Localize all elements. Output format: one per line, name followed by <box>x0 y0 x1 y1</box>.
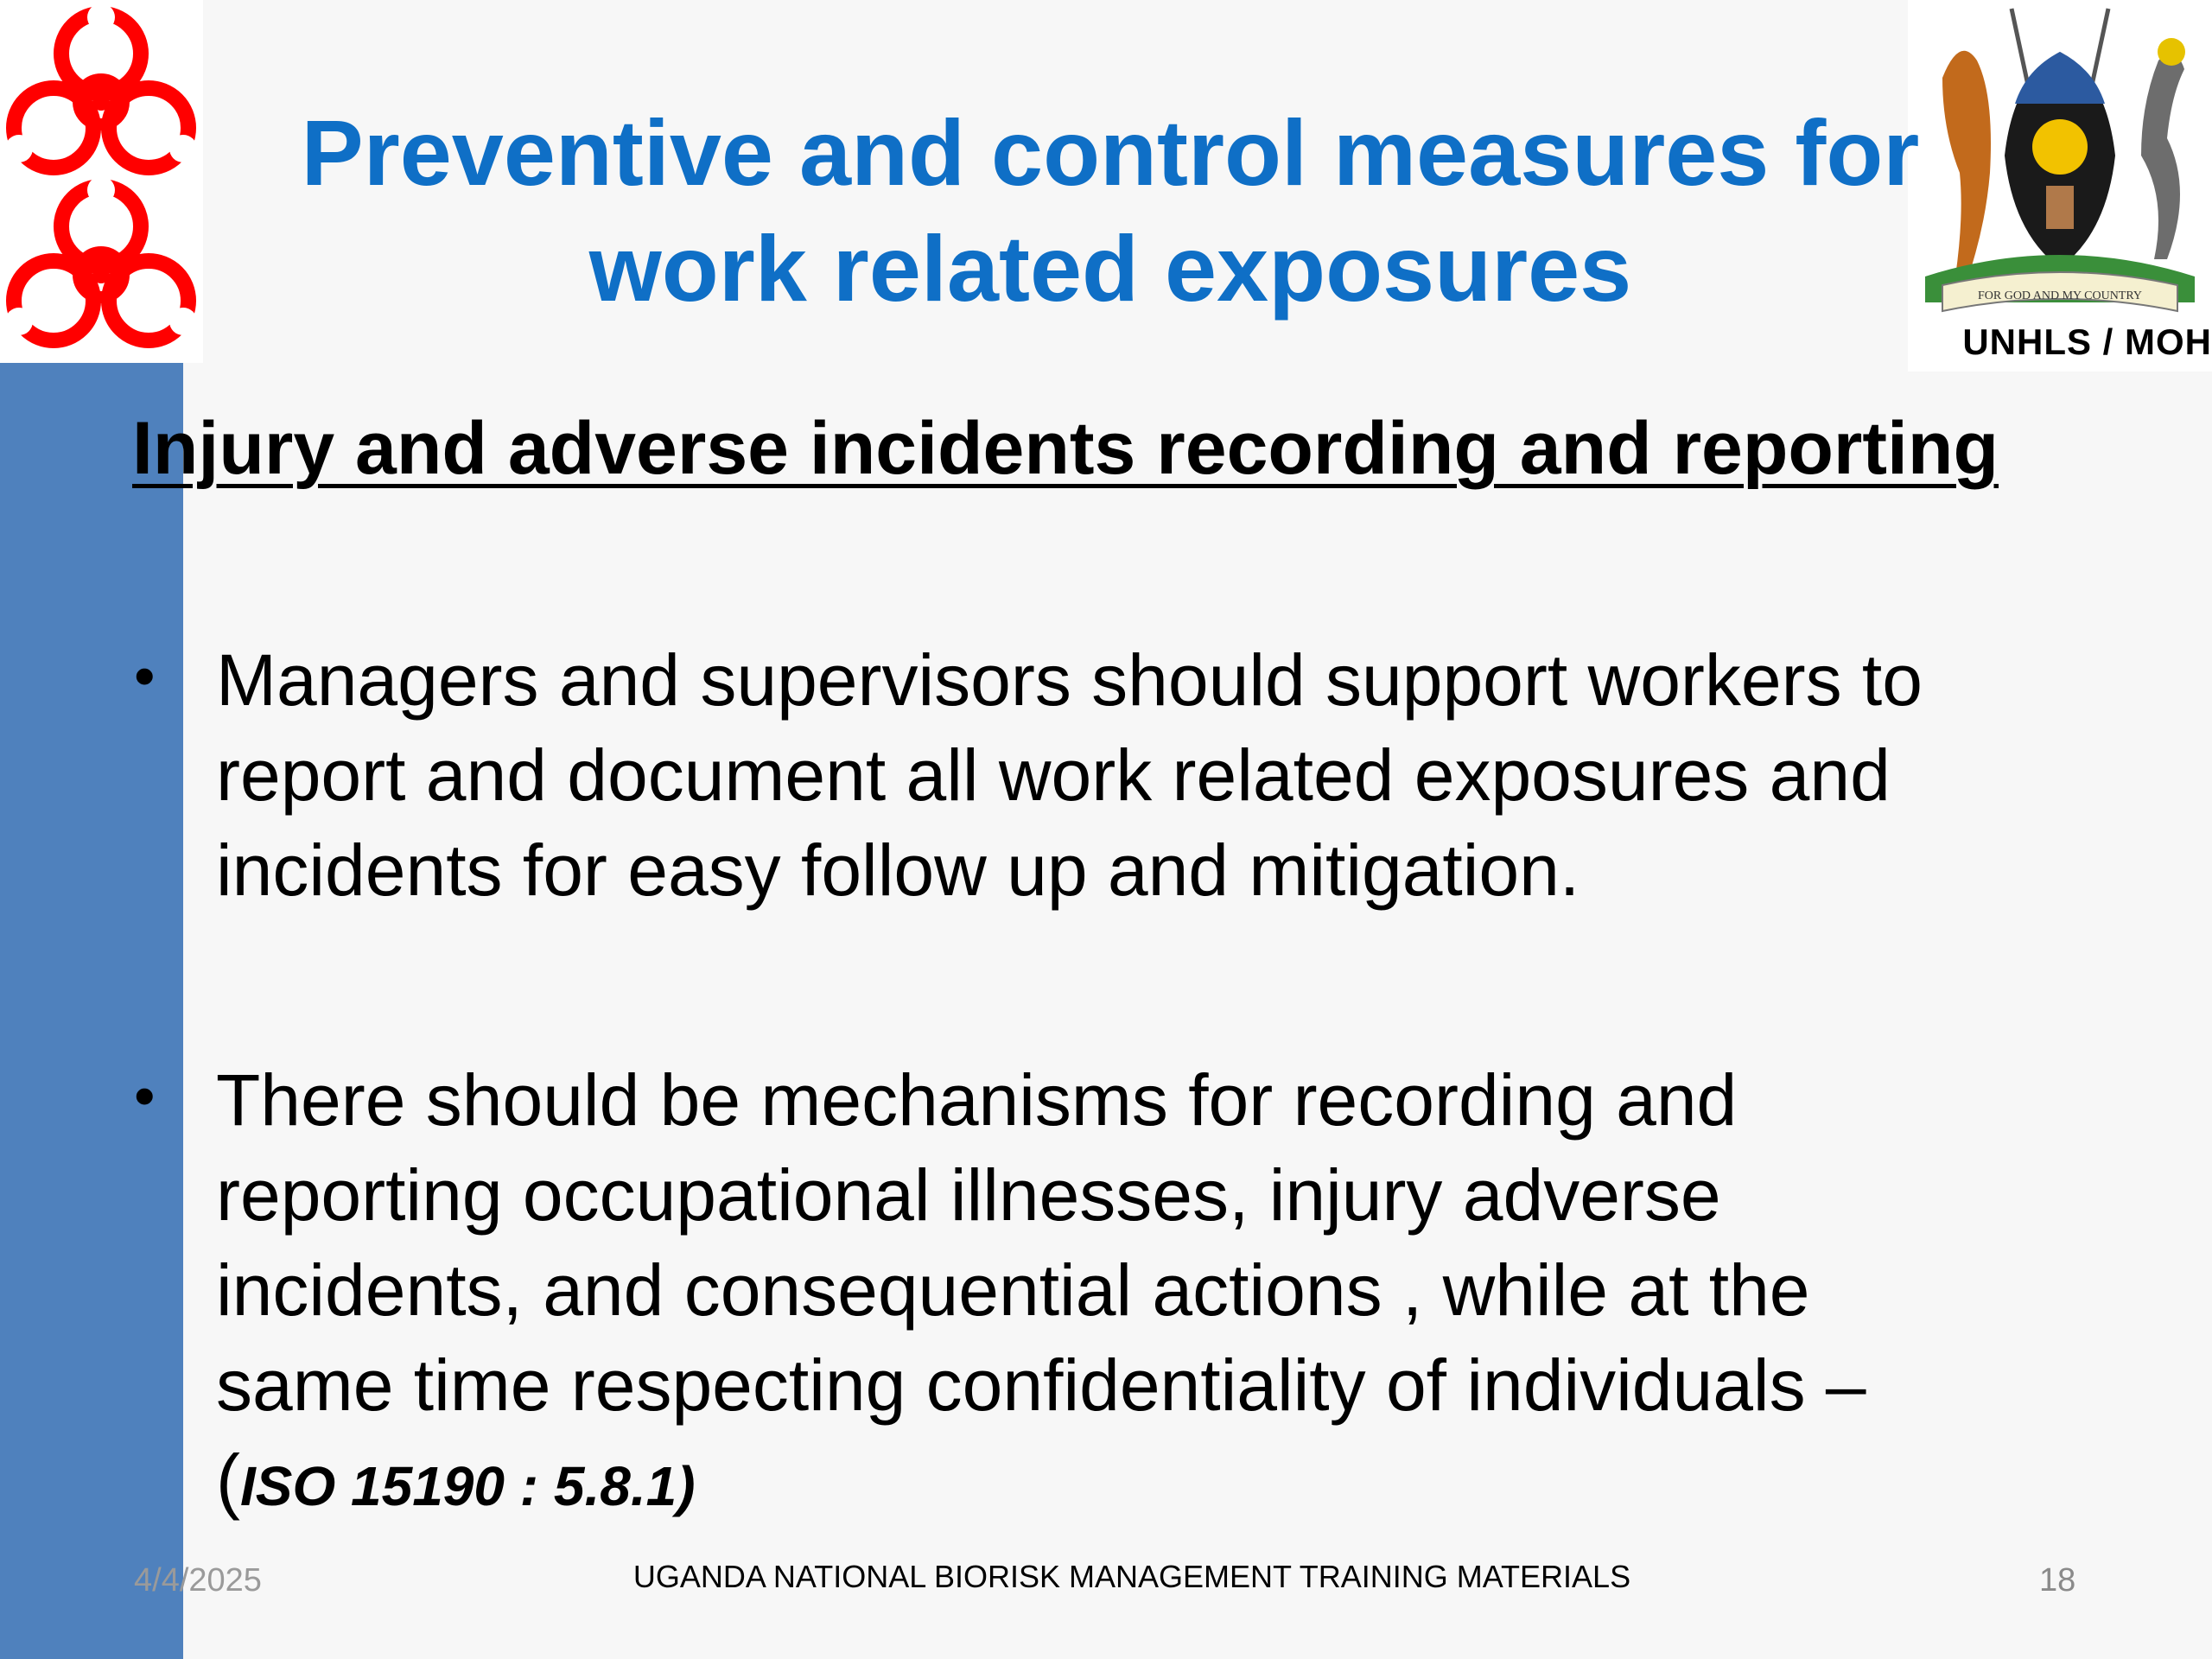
section-heading: Injury and adverse incidents recording and reporting <box>132 407 1999 490</box>
bullet-line: Managers and supervisors should support workers to <box>216 639 1923 721</box>
bullet-dot: • <box>134 642 156 709</box>
biohazard-emblems <box>0 0 203 363</box>
bullet-line: same time respecting confidentiality of individuals – <box>216 1344 1866 1426</box>
bullet-reference <box>216 1433 2117 1534</box>
bullet-line: incidents, and consequential actions , while at the <box>216 1249 1810 1331</box>
svg-text:FOR GOD AND MY COUNTRY: FOR GOD AND MY COUNTRY <box>1977 289 2143 302</box>
left-accent-bar <box>0 363 183 1659</box>
title-line-1: Preventive and control measures for <box>301 100 1920 205</box>
bullet-dot: • <box>134 1062 156 1129</box>
reference-open-paren: ( <box>216 1440 240 1521</box>
bullet-line: There should be mechanisms for recording and <box>216 1059 1738 1141</box>
slide-title <box>203 95 2018 327</box>
bullet-item <box>216 1052 2117 1534</box>
bullet-line: reporting occupational illnesses, injury adverse <box>216 1154 1721 1236</box>
bullet-line: incidents for easy follow up and mitigation. <box>216 830 1580 911</box>
biohazard-icon <box>0 0 203 181</box>
footer-date: 4/4/2025 <box>134 1562 262 1599</box>
biohazard-icon <box>0 173 203 354</box>
iso-reference: ISO 15190 : 5.8.1) <box>239 1455 696 1517</box>
bullet-item <box>216 632 2117 918</box>
title-line-2: work related exposures <box>588 216 1632 321</box>
bullet-line: report and document all work related exposures and <box>216 734 1891 816</box>
crest-caption: UNHLS / MOH <box>1962 321 2212 362</box>
page-number: 18 <box>2039 1562 2076 1599</box>
footer-text: UGANDA NATIONAL BIORISK MANAGEMENT TRAINING MATERIALS <box>632 1559 1631 1594</box>
